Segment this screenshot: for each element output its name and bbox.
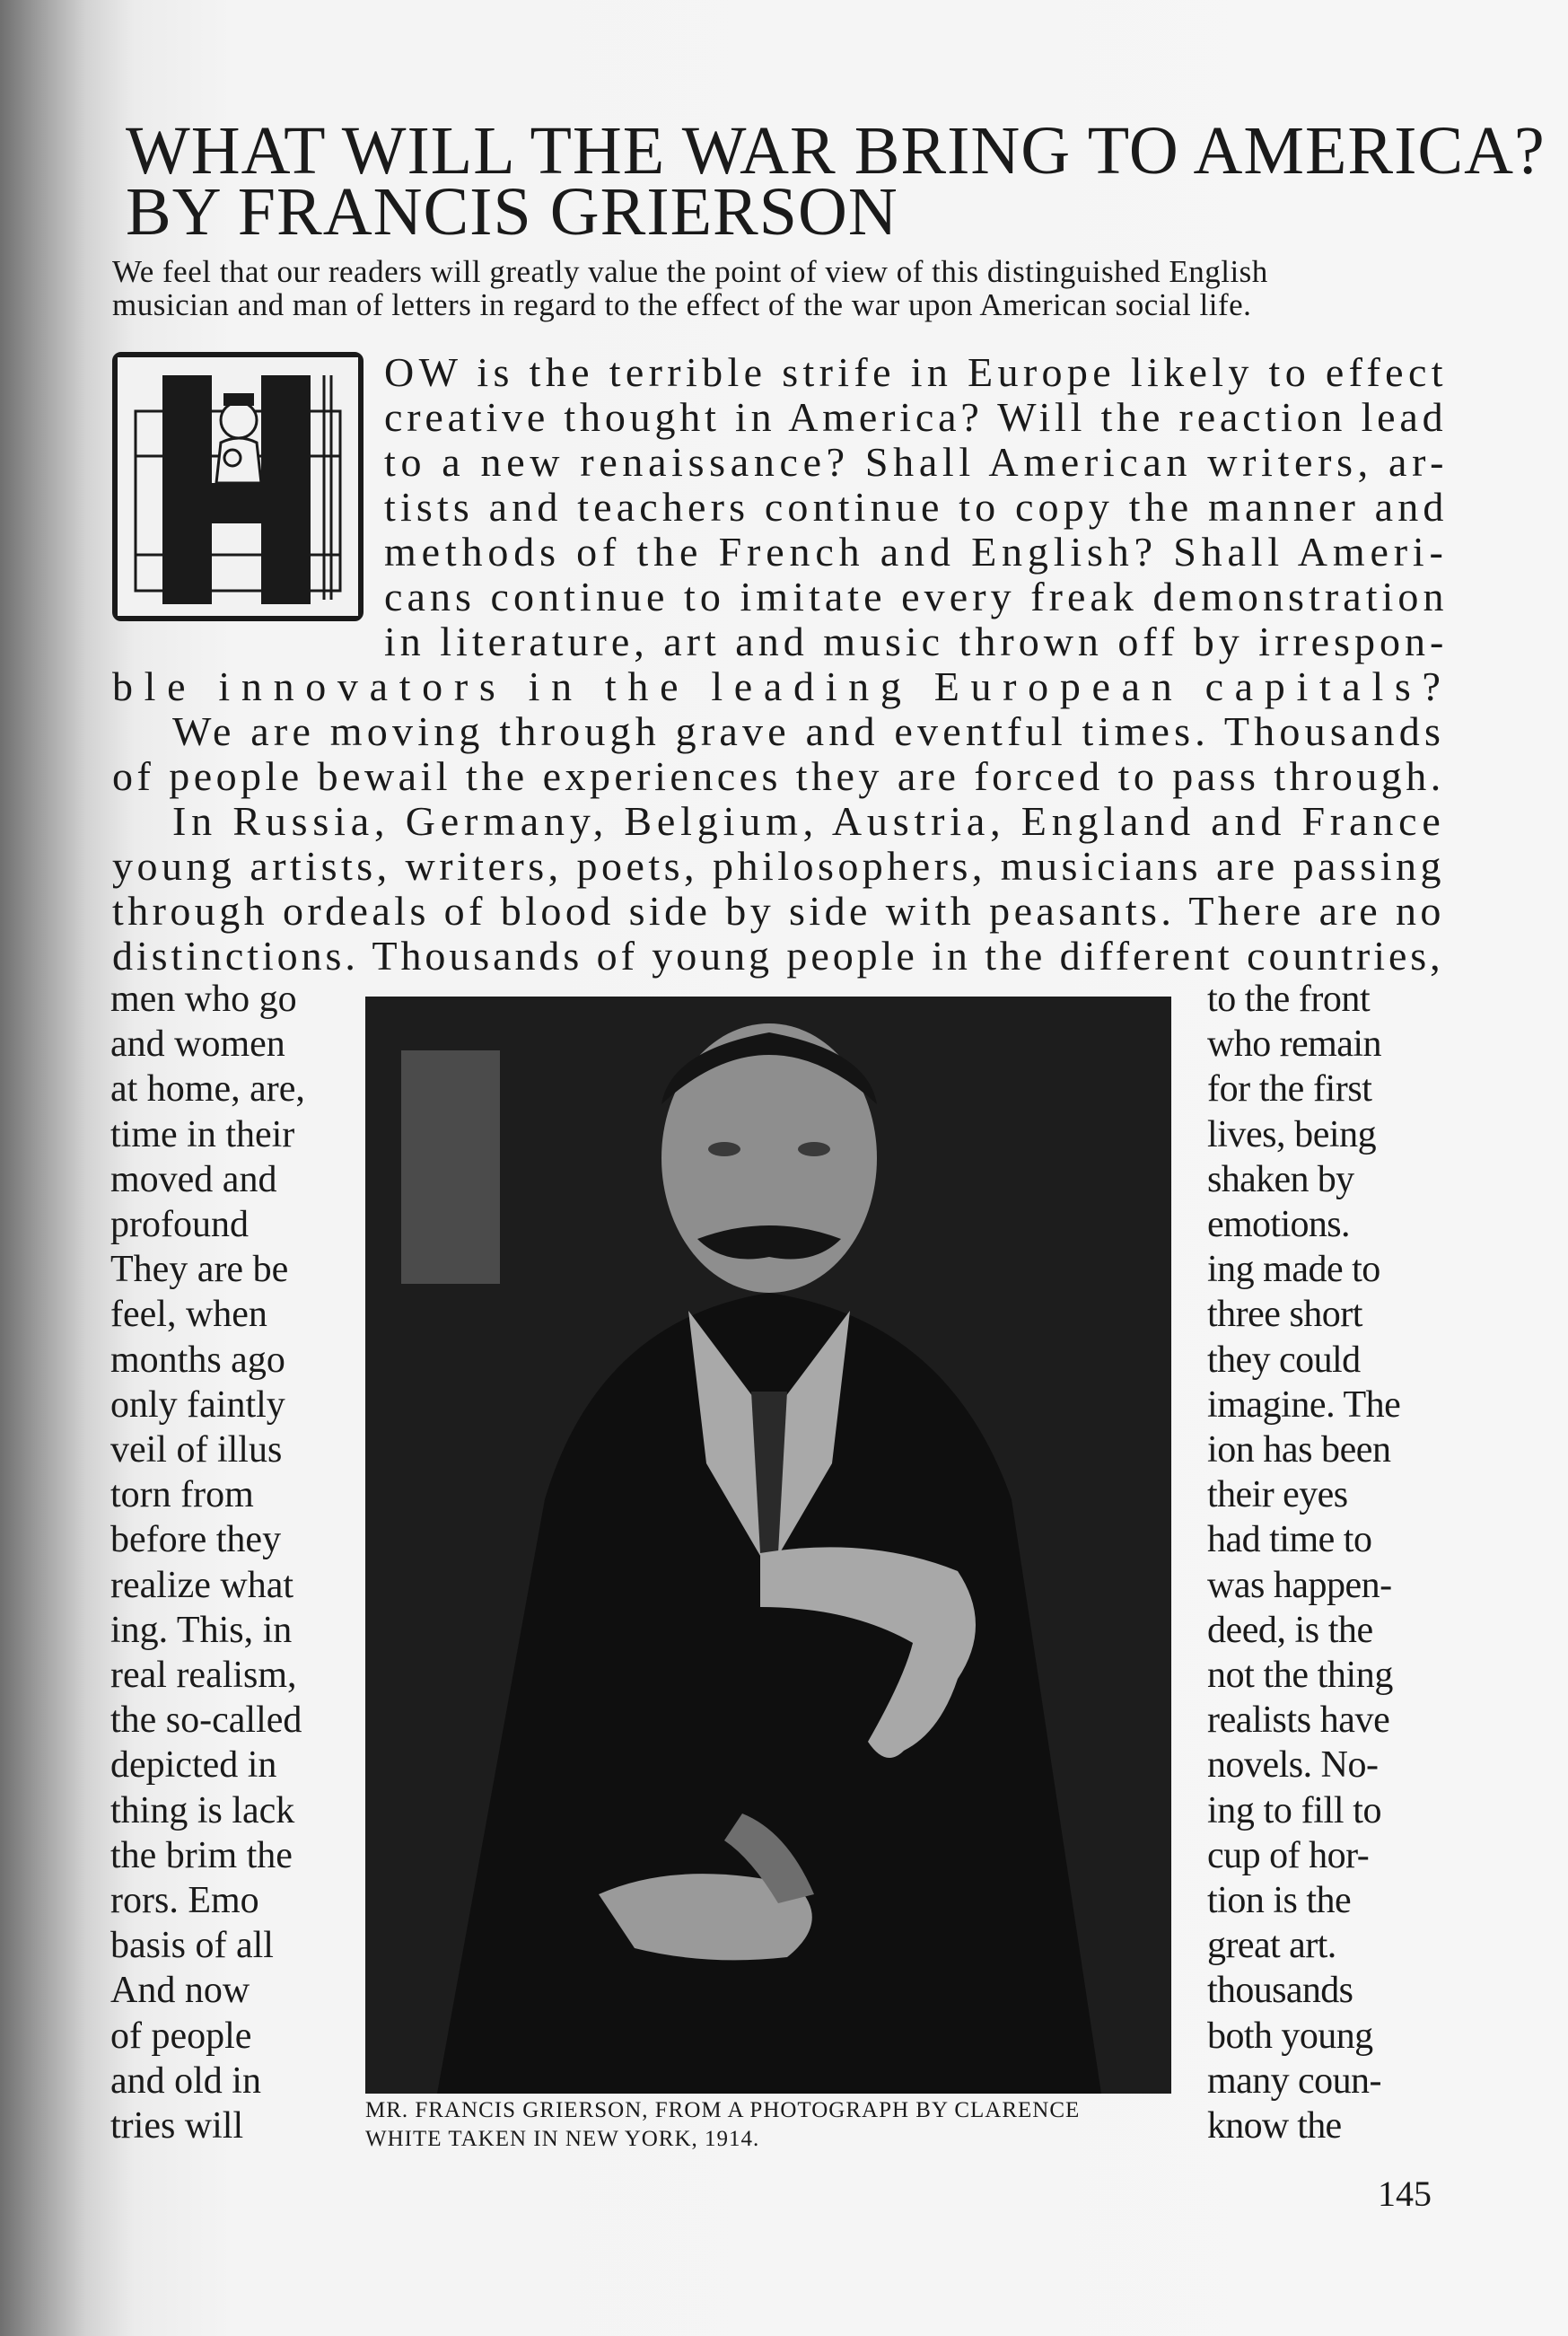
right-column-line: great art. xyxy=(1207,1925,1336,1967)
body-line: cans continue to imitate every freak demonstration xyxy=(384,574,1449,619)
right-column-line: three short xyxy=(1207,1294,1362,1336)
right-column-line: tion is the xyxy=(1207,1880,1352,1921)
body-line: through ordeals of blood side by side with peasants. There are no xyxy=(112,888,1445,934)
photo-caption: WHITE TAKEN IN NEW YORK, 1914. xyxy=(365,2127,760,2151)
left-column-line: the so-called xyxy=(110,1699,302,1742)
left-column-line: rors. Emo xyxy=(110,1880,259,1921)
left-column-line: basis of all xyxy=(110,1925,274,1967)
body-line: creative thought in America? Will the reaction lead xyxy=(384,394,1448,440)
right-column-line: ing to fill to xyxy=(1207,1789,1382,1831)
body-line: ble innovators in the leading European capitals? xyxy=(112,663,1452,709)
body-line: OW is the terrible strife in Europe likely to effect xyxy=(384,349,1448,395)
left-column-line: feel, when xyxy=(110,1294,267,1336)
left-column-line: realize what xyxy=(110,1564,294,1606)
right-column-line: know the xyxy=(1207,2105,1342,2147)
body-line: In Russia, Germany, Belgium, Austria, England and France xyxy=(172,798,1446,844)
left-column-line: at home, are, xyxy=(110,1068,305,1111)
body-line: distinctions. Thousands of young people in the different countries, xyxy=(112,933,1444,979)
right-column-line: novels. No- xyxy=(1207,1744,1379,1787)
right-column-line: for the first xyxy=(1207,1068,1372,1111)
right-column-line: not the thing xyxy=(1207,1655,1393,1696)
decorative-initial-h xyxy=(112,352,364,621)
body-line: methods of the French and English? Shall Ameri- xyxy=(384,529,1449,575)
article-title: WHAT WILL THE WAR BRING TO AMERICA? xyxy=(126,113,1546,189)
intro-line: musician and man of letters in regard to the effect of the war upon American social life. xyxy=(112,287,1252,322)
article-byline: BY FRANCIS GRIERSON xyxy=(126,174,898,250)
portrait-photograph xyxy=(365,997,1171,2094)
body-line: in literature, art and music thrown off by irrespon- xyxy=(384,619,1449,664)
page-number: 145 xyxy=(1378,2174,1432,2214)
body-line: of people bewail the experiences they are forced to pass through. xyxy=(112,753,1445,799)
right-column-line: emotions. xyxy=(1207,1204,1350,1245)
right-column-line: was happen- xyxy=(1207,1564,1392,1606)
left-column-line: moved and xyxy=(110,1158,277,1200)
right-column-line: ing made to xyxy=(1207,1249,1380,1291)
body-line: to a new renaissance? Shall American writers, ar- xyxy=(384,439,1450,485)
body-line: young artists, writers, poets, philosophers, musicians are passing xyxy=(112,843,1445,889)
intro-line: We feel that our readers will greatly value the point of view of this distinguished English xyxy=(112,254,1268,289)
left-column-line: real realism, xyxy=(110,1655,297,1696)
left-column-line: of people xyxy=(110,2015,252,2057)
left-column-line: thing is lack xyxy=(110,1789,295,1831)
right-column-line: ion has been xyxy=(1207,1429,1391,1471)
right-column-line: to the front xyxy=(1207,979,1371,1020)
left-column-line: They are be xyxy=(110,1249,289,1291)
right-column-line: many coun- xyxy=(1207,2059,1381,2102)
body-line: tists and teachers continue to copy the manner and xyxy=(384,484,1449,530)
right-column-line: imagine. The xyxy=(1207,1383,1401,1426)
right-column-line: both young xyxy=(1207,2015,1373,2057)
left-column-line: only faintly xyxy=(110,1383,285,1426)
left-column-line: profound xyxy=(110,1204,249,1245)
body-line: We are moving through grave and eventful times. Thousands xyxy=(172,708,1446,754)
left-column-line: months ago xyxy=(110,1339,285,1381)
left-column-line: depicted in xyxy=(110,1744,277,1787)
left-column-line: veil of illus xyxy=(110,1429,283,1471)
left-column-line: torn from xyxy=(110,1474,254,1516)
right-column-line: deed, is the xyxy=(1207,1609,1373,1651)
right-column-line: shaken by xyxy=(1207,1158,1354,1200)
left-column-line: And now xyxy=(110,1970,250,2012)
right-column-line: thousands xyxy=(1207,1970,1353,2012)
left-column-line: and women xyxy=(110,1023,285,1066)
right-column-line: cup of hor- xyxy=(1207,1834,1370,1876)
left-column-line: and old in xyxy=(110,2059,261,2102)
right-column-line: lives, being xyxy=(1207,1113,1377,1155)
left-column-line: tries will xyxy=(110,2105,244,2147)
right-column-line: had time to xyxy=(1207,1519,1372,1561)
left-column-line: before they xyxy=(110,1519,282,1561)
right-column-line: who remain xyxy=(1207,1023,1381,1066)
left-column-line: time in their xyxy=(110,1113,295,1155)
right-column-line: they could xyxy=(1207,1339,1361,1381)
left-column-line: the brim the xyxy=(110,1834,293,1876)
photo-caption: MR. FRANCIS GRIERSON, FROM A PHOTOGRAPH BY CLARENCE xyxy=(365,2098,1081,2122)
left-column-line: ing. This, in xyxy=(110,1609,293,1651)
right-column-line: realists have xyxy=(1207,1699,1390,1742)
left-column-line: men who go xyxy=(110,979,297,1020)
right-column-line: their eyes xyxy=(1207,1474,1348,1516)
